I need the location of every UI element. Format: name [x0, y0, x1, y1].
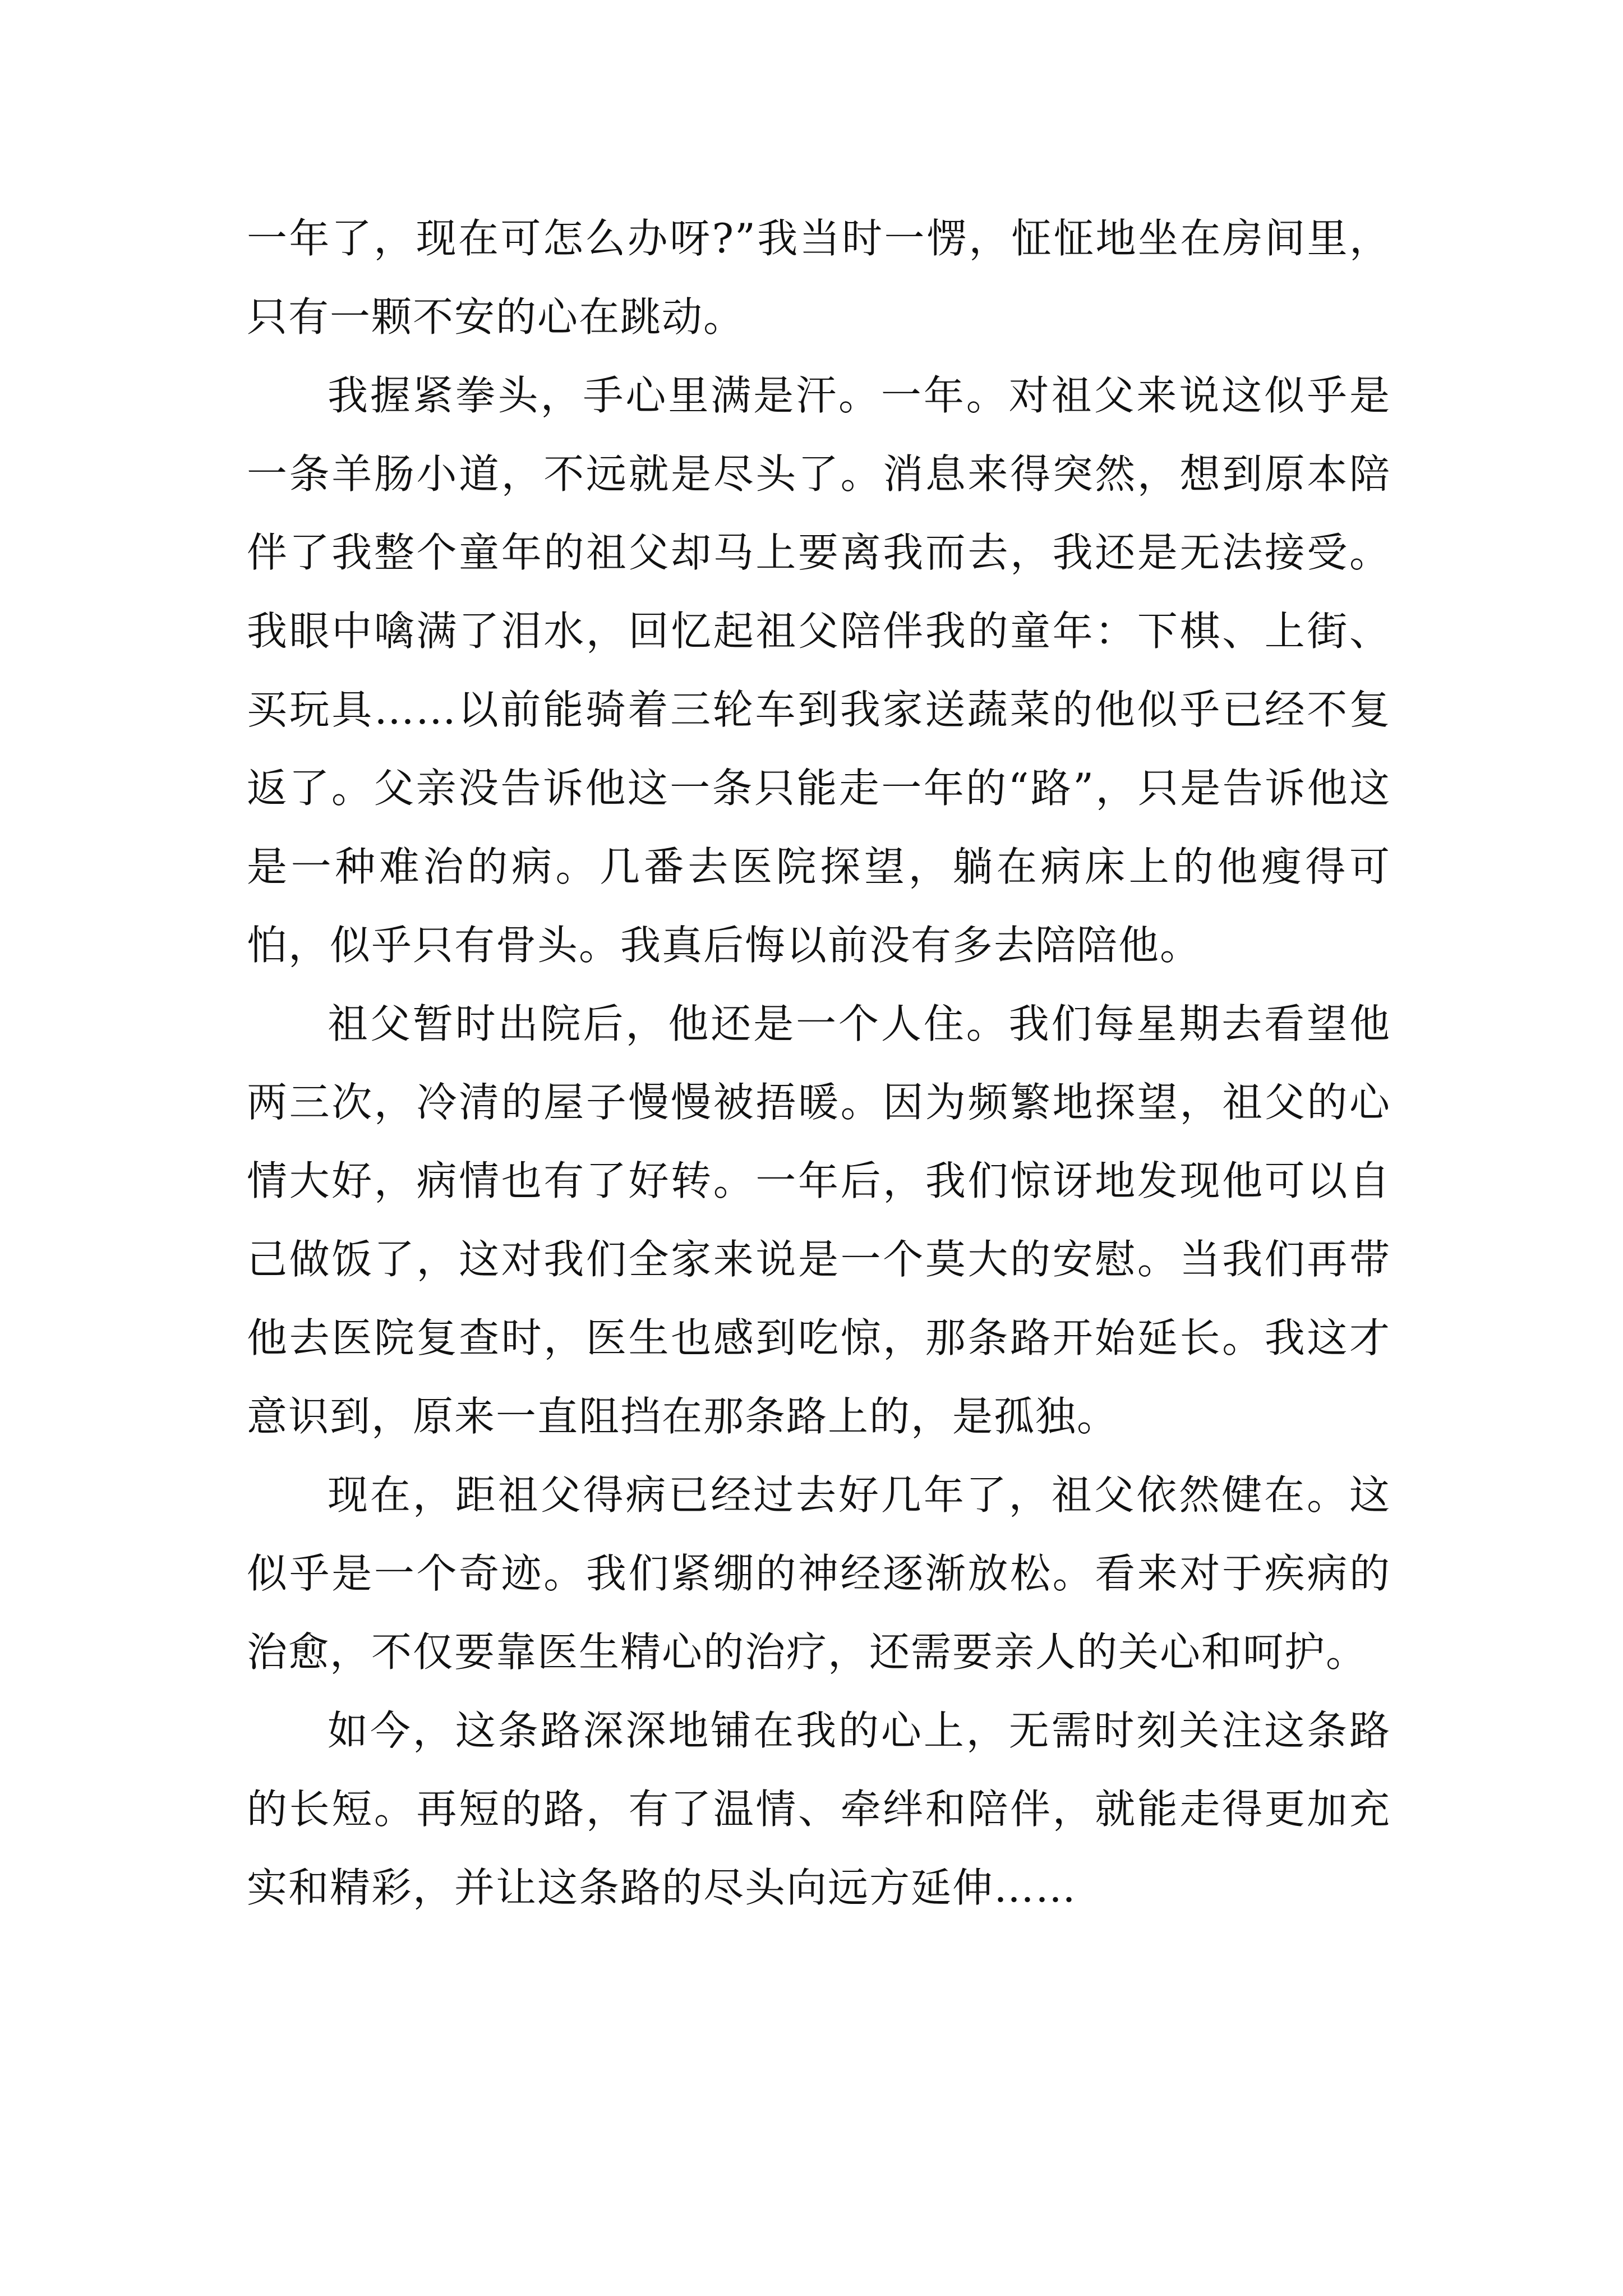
paragraph-2: 我握紧拳头，手心里满是汗。一年。对祖父来说这似乎是一条羊肠小道，不远就是尽头了。消息来得突然，想到原本陪伴了我整个童年的祖父却马上要离我而去，我还是无法接受。我眼中噙满了泪水，回忆起祖父陪伴我的童年：下棋、上街、买玩具……以前能骑着三轮车到我家送蔬菜的他似乎已经不复返了。父亲没告诉他这一条只能走一年的“路”，只是告诉他这是一种难治的病。几番去医院探望，躺在病床上的他瘦得可怕，似乎只有骨头。我真后悔以前没有多去陪陪他。	[247, 372, 1391, 969]
article-body	[247, 199, 1391, 1927]
paragraph-1: 一年了，现在可怎么办呀?”我当时一愣，怔怔地坐在房间里，只有一颗不安的心在跳动。	[247, 215, 1391, 341]
paragraph-4: 现在，距祖父得病已经过去好几年了，祖父依然健在。这似乎是一个奇迹。我们紧绷的神经逐渐放松。看来对于疾病的治愈，不仅要靠医生精心的治疗，还需要亲人的关心和呵护。	[247, 1471, 1391, 1676]
paragraph-5: 如今，这条路深深地铺在我的心上，无需时刻关注这条路的长短。再短的路，有了温情、牵绊和陪伴，就能走得更加充实和精彩，并让这条路的尽头向远方延伸……	[247, 1707, 1391, 1911]
paragraph-3: 祖父暂时出院后，他还是一个人住。我们每星期去看望他两三次，冷清的屋子慢慢被捂暖。因为频繁地探望，祖父的心情大好，病情也有了好转。一年后，我们惊讶地发现他可以自己做饭了，这对我们全家来说是一个莫大的安慰。当我们再带他去医院复查时，医生也感到吃惊，那条路开始延长。我这才意识到，原来一直阻挡在那条路上的，是孤独。	[247, 1000, 1391, 1440]
